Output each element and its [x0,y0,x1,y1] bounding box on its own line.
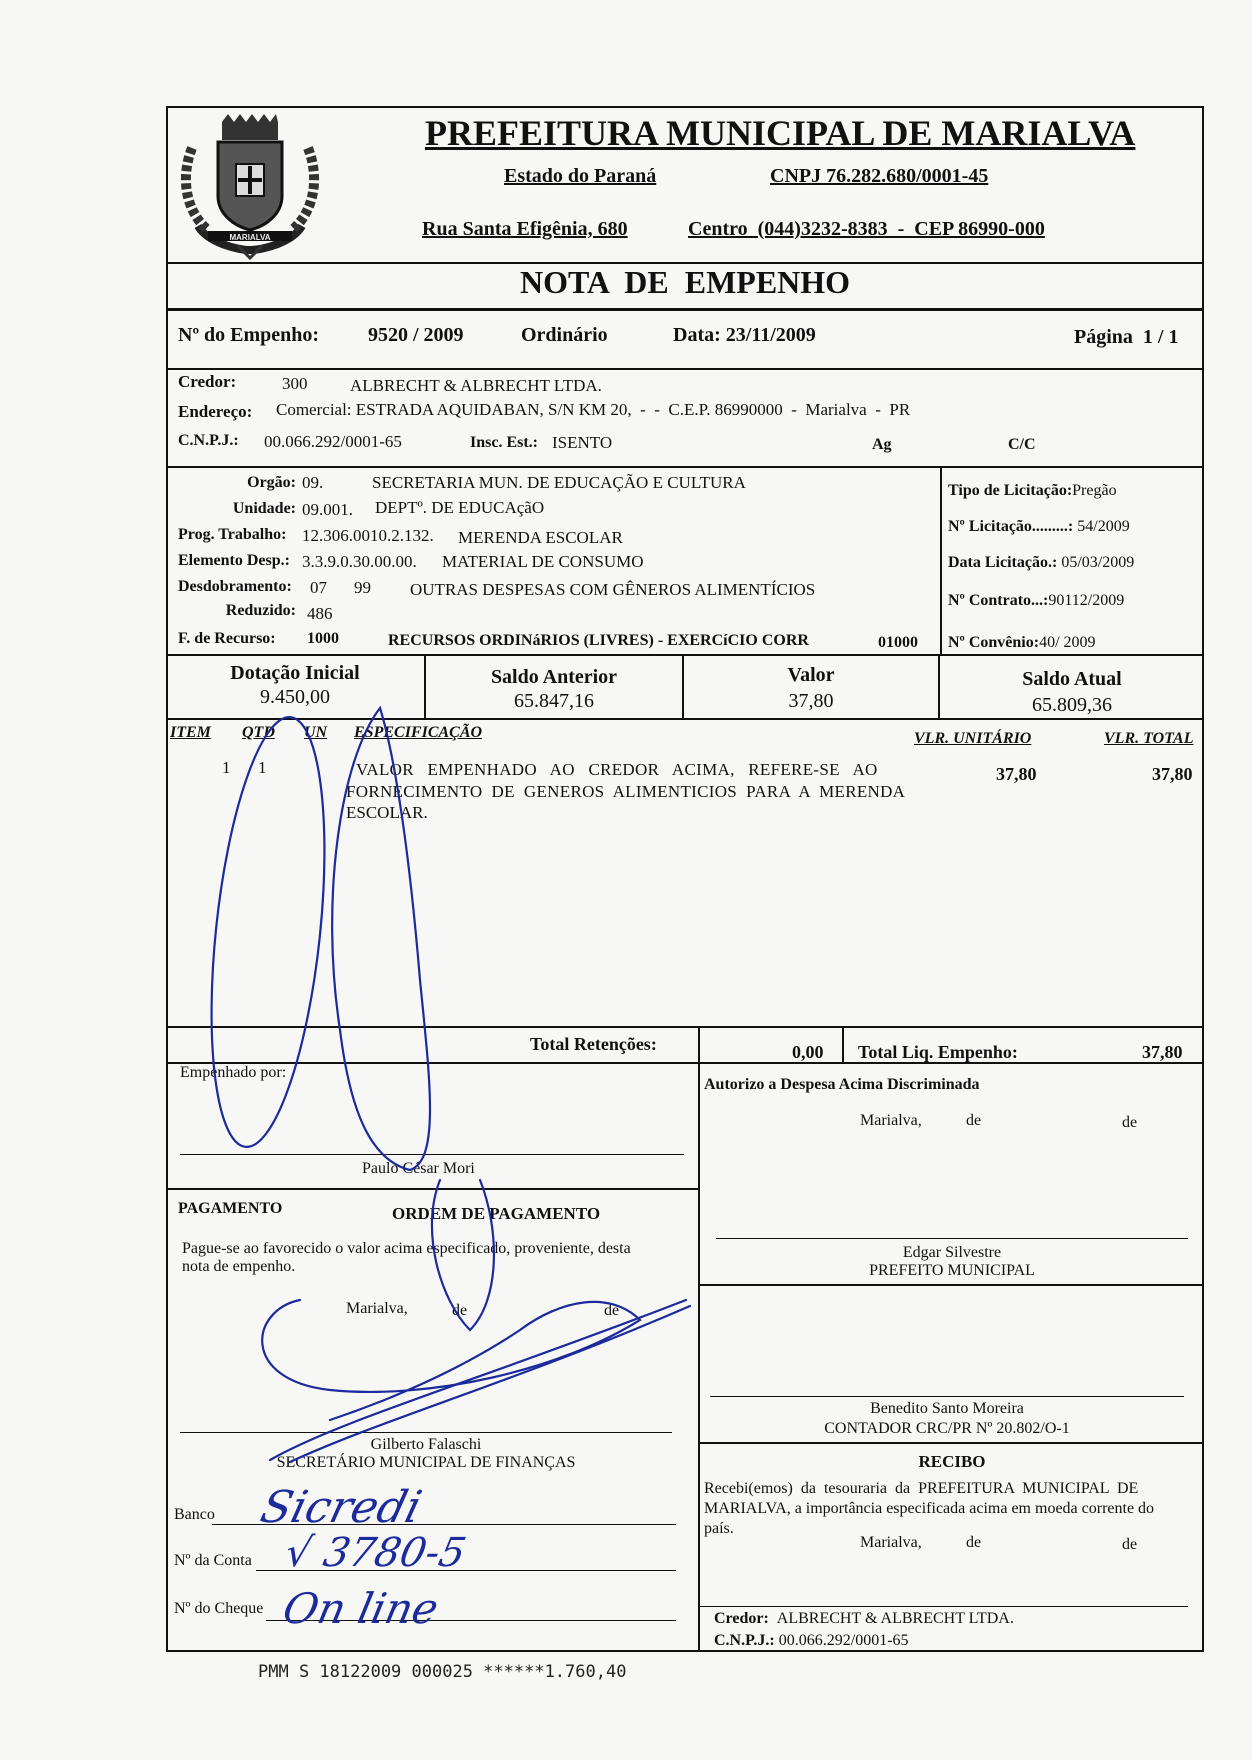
insc-label: Insc. Est.: [470,434,539,451]
recibo-city: Marialva, [860,1534,922,1551]
licitacao-num-value: 54/2009 [1077,518,1130,535]
totals-sep-2 [842,1026,844,1064]
address-rest: Centro (044)3232-8383 - CEP 86990-000 [688,218,1045,240]
credor-address: Comercial: ESTRADA AQUIDABAN, S/N KM 20, - - C.E.P. 86990000 - Marialva - PR [276,400,911,419]
pagamento-de-1: de [452,1302,468,1319]
divider-empenhado [166,1188,698,1190]
saldo-anterior-label: Saldo Anterior [490,666,618,688]
pagamento-label: PAGAMENTO [178,1200,283,1217]
item-qtd: 1 [258,758,267,777]
recibo-text-1: Recebi(emos) da tesouraria da PREFEITURA MUNICIPAL DE [704,1480,1139,1497]
prefeito-role: PREFEITO MUNICIPAL [869,1262,1035,1279]
state-label: Estado do Paraná [504,165,657,187]
document-title: NOTA DE EMPENHO [519,264,851,300]
desd-name: OUTRAS DESPESAS COM GÊNEROS ALIMENTÍCIOS [410,580,816,599]
autorizo-de-1: de [966,1112,982,1129]
saldo-atual-label: Saldo Atual [1022,668,1122,690]
item-spec-line-3: ESCOLAR. [346,803,428,822]
pagamento-signature-line [180,1432,672,1433]
budget-separator [940,468,942,654]
dotacao-value: 9.450,00 [260,686,330,708]
reduzido-value: 486 [307,604,333,623]
elem-label: Elemento Desp.: [178,552,290,569]
credor-cnpj: 00.066.292/0001-65 [264,432,402,451]
saldo-anterior-value: 65.847,16 [514,690,594,712]
insc-value: ISENTO [552,433,613,452]
col-especificacao: ESPECIFICAÇÃO [354,724,483,741]
licitacao-num [948,518,1130,536]
recibo-credor [714,1610,1014,1628]
cnpj-header: CNPJ 76.282.680/0001-45 [770,165,989,187]
divider-totals-bottom [166,1062,1204,1064]
address-label: Endereço: [178,402,253,421]
ordem-pagamento-label: ORDEM DE PAGAMENTO [392,1204,601,1223]
col-item: ITEM [170,724,211,741]
prefeitura-title: PREFEITURA MUNICIPAL DE MARIALVA [425,113,1136,153]
pagamento-text-2: nota de empenho. [182,1258,296,1275]
pagamento-city: Marialva, [346,1300,408,1317]
divider-budget [166,654,1204,656]
autorizo-label: Autorizo a Despesa Acima Discriminada [704,1076,980,1093]
col-vlr-unitario: VLR. UNITÁRIO [914,730,1032,747]
divider-empenho [166,368,1204,370]
convenio-label: Nº Convênio: [948,634,1040,651]
saldo-atual-value: 65.809,36 [1032,694,1112,716]
cheque-label: Nº do Cheque [174,1600,264,1617]
cheque-handwriting: On line [278,1584,443,1633]
recibo-cnpj-value: 00.066.292/0001-65 [778,1632,909,1649]
autorizo-city: Marialva, [860,1112,922,1129]
desd-label: Desdobramento: [178,578,292,595]
convenio-value: 40/ 2009 [1039,634,1096,651]
credor-cnpj-label: C.N.P.J.: [178,432,239,449]
prog-code: 12.306.0010.2.132. [302,526,434,545]
empenho-number: 9520 / 2009 [368,324,464,346]
divider-totals-top [166,1026,1204,1028]
elem-name: MATERIAL DE CONSUMO [442,552,644,571]
unidade-label: Unidade: [232,500,296,517]
recibo-cnpj [714,1632,909,1650]
contador-signature-line [710,1396,1184,1397]
empenhado-label: Empenhado por: [180,1064,287,1081]
recibo-signature-line [700,1606,1188,1607]
fonte-label: F. de Recurso: [178,630,276,647]
recibo-credor-value: ALBRECHT & ALBRECHT LTDA. [776,1610,1014,1627]
licitacao-num-label: Nº Licitação.........: [948,518,1074,535]
item-total-value: 37,80 [1152,764,1193,784]
empenhado-signature-line [180,1154,684,1155]
licitacao-data-value: 05/03/2009 [1061,554,1135,571]
retencoes-value: 0,00 [792,1042,824,1062]
autorizo-signature-line [716,1238,1188,1239]
empenho-type: Ordinário [521,324,608,346]
col-qtd: QTD [242,724,275,741]
contador-name: Benedito Santo Moreira [870,1400,1024,1417]
recibo-text-3: país. [704,1520,734,1537]
col-vlr-total: VLR. TOTAL [1104,730,1194,747]
orgao-name: SECRETARIA MUN. DE EDUCAÇÃO E CULTURA [372,473,746,492]
fonte-num: 01000 [878,634,918,651]
credor-name: ALBRECHT & ALBRECHT LTDA. [350,376,602,395]
recibo-credor-label: Credor: [714,1610,769,1627]
divider-contador [698,1442,1204,1444]
secretario-role: SECRETÁRIO MUNICIPAL DE FINANÇAS [276,1454,576,1471]
divider-credor [166,466,1204,468]
reduzido-label: Reduzido: [225,602,296,619]
licitacao-tipo [948,482,1117,500]
divider-balances [166,718,1204,720]
dotacao-label: Dotação Inicial [230,662,360,684]
prog-label: Prog. Trabalho: [178,526,287,543]
unidade-code: 09.001. [302,500,353,519]
desd-a: 07 [310,578,327,597]
coat-of-arms-logo [178,108,322,260]
conta-label: Nº da Conta [174,1552,252,1569]
recibo-de-2: de [1122,1536,1138,1553]
banco-handwriting: Sicredi [255,1482,427,1533]
street-label: Rua Santa Efigênia, 680 [422,218,628,240]
empenhado-name: Paulo César Mori [362,1160,475,1177]
payment-stamp: PMM S 18122009 000025 ******1.760,40 [258,1662,627,1682]
contador-role: CONTADOR CRC/PR Nº 20.802/O-1 [824,1420,1070,1437]
recibo-title: RECIBO [918,1452,986,1471]
convenio [948,634,1096,652]
svg-text:MARIALVA: MARIALVA [229,233,271,242]
elem-code: 3.3.9.0.30.00.00. [302,552,417,571]
divider-title [166,308,1204,311]
orgao-code: 09. [302,473,324,492]
contrato [948,592,1124,610]
empenho-number-label: Nº do Empenho: [178,324,320,346]
recibo-de-1: de [966,1534,982,1551]
item-unit-value: 37,80 [996,764,1037,784]
contrato-label: Nº Contrato...: [948,592,1049,609]
secretario-name: Gilberto Falaschi [370,1436,482,1453]
divider-autorizo [698,1284,1204,1286]
recibo-text-2: MARIALVA, a importância especificada acima em moeda corrente do [704,1500,1155,1517]
recibo-cnpj-label: C.N.P.J.: [714,1632,775,1649]
cc-label: C/C [1008,436,1036,453]
ag-label: Ag [872,436,892,453]
contrato-value: 90112/2009 [1048,592,1125,609]
retencoes-label: Total Retenções: [530,1034,657,1054]
item-spec-line-2: FORNECIMENTO DE GENEROS ALIMENTICIOS PARA A MERENDA [346,782,906,801]
credor-label: Credor: [178,372,237,391]
valor-value: 37,80 [788,690,834,712]
conta-handwriting: √ 3780-5 [281,1530,470,1576]
unidade-name: DEPTº. DE EDUCAçãO [375,498,545,517]
liq-empenho-value: 37,80 [1142,1042,1183,1062]
lower-vertical-divider [698,1064,700,1652]
empenho-date: Data: 23/11/2009 [673,324,816,346]
pagamento-text-1: Pague-se ao favorecido o valor acima especificado, proveniente, desta [182,1240,631,1257]
autorizo-de-2: de [1122,1114,1138,1131]
item-spec-line-1: VALOR EMPENHADO AO CREDOR ACIMA, REFERE-SE AO [356,760,878,779]
pagamento-de-2: de [604,1302,620,1319]
prog-name: MERENDA ESCOLAR [458,528,623,547]
page-number: Página 1 / 1 [1074,326,1179,348]
licitacao-tipo-value: Pregão [1072,482,1117,499]
prefeito-name: Edgar Silvestre [902,1244,1002,1261]
licitacao-data [948,554,1134,572]
licitacao-data-label: Data Licitação.: [948,554,1058,571]
item-number: 1 [222,758,231,777]
col-un: UN [304,724,328,741]
banco-label: Banco [174,1506,215,1523]
fonte-code: 1000 [307,630,339,647]
licitacao-tipo-label: Tipo de Licitação: [948,482,1073,499]
liq-empenho-label: Total Liq. Empenho: [858,1042,1018,1062]
desd-b: 99 [354,578,371,597]
orgao-label: Orgão: [247,474,296,491]
credor-code: 300 [282,374,308,393]
valor-label: Valor [787,664,835,686]
fonte-name: RECURSOS ORDINáRIOS (LIVRES) - EXERCíCIO CORR [388,632,809,649]
totals-sep-1 [698,1026,700,1064]
